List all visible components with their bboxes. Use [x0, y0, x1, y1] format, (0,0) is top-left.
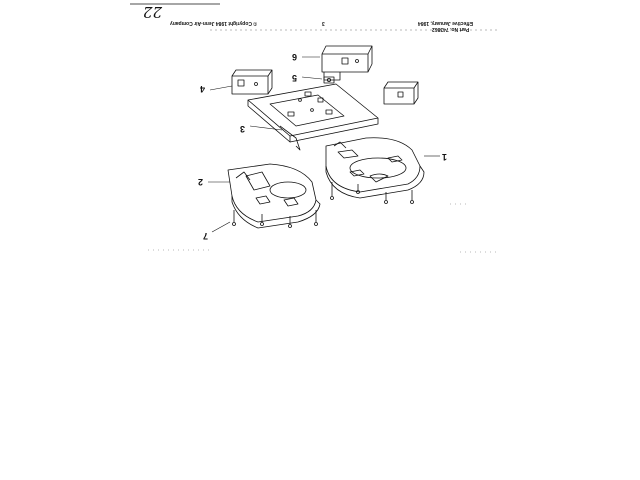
leader-5: [302, 77, 322, 79]
effective-date: Effective January, 1984: [418, 20, 473, 26]
handwritten-mark: 22: [143, 3, 163, 21]
leader-3: [250, 126, 282, 130]
pan-part-1: [326, 138, 424, 198]
bracket-part-6: [322, 46, 372, 80]
leader-7: [212, 222, 230, 232]
pan-2-screws: [233, 210, 318, 228]
page-number: 3: [322, 20, 325, 26]
part-number: Part No. 743862: [432, 26, 470, 32]
callout-7: 7: [203, 231, 209, 241]
bracket-right: [384, 82, 418, 104]
scan-marks: [148, 204, 500, 252]
bracket-part-4: [232, 70, 272, 94]
leader-4: [210, 86, 232, 90]
callout-2: 2: [198, 177, 204, 187]
callout-1: 1: [442, 152, 448, 162]
pan-part-2: [228, 164, 320, 228]
callout-4: 4: [200, 84, 206, 94]
copyright-text: © Copyright 1984 Jenn-Air Company: [170, 20, 258, 26]
callout-3: 3: [240, 124, 246, 134]
callout-5: 5: [292, 73, 298, 83]
callout-6: 6: [292, 52, 298, 62]
